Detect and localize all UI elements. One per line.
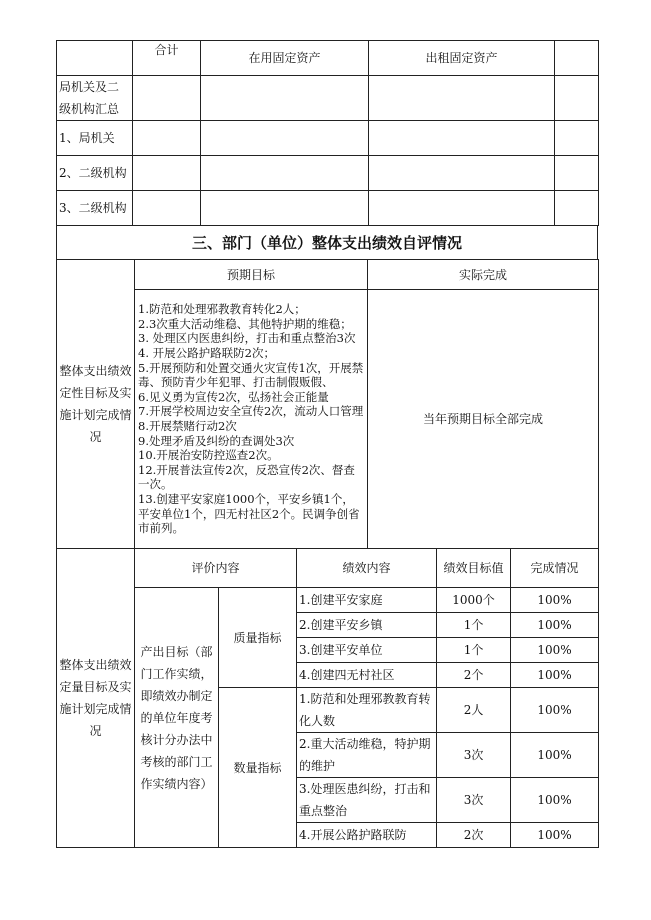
quality-indicator-label: 质量指标 [219, 588, 297, 688]
target-item: 5.开展预防和处置交通火灾宣传1次，开展禁毒、预防青少年犯罪、打击制假贩假、 [138, 360, 364, 390]
asset-cell [133, 156, 201, 191]
asset-row-label: 3、二级机构 [57, 191, 133, 226]
metric-completion: 100% [511, 778, 599, 823]
metric-target: 1000个 [437, 588, 511, 613]
asset-cell [369, 121, 555, 156]
header-performance: 绩效内容 [297, 549, 437, 588]
quantitative-row-label: 整体支出绩效定量目标及实施计划完成情况 [57, 549, 135, 848]
asset-row-label: 局机关及二级机构汇总 [57, 76, 133, 121]
asset-cell [555, 121, 599, 156]
asset-row-label: 1、局机关 [57, 121, 133, 156]
asset-header-cell [555, 41, 599, 76]
header-content: 评价内容 [135, 549, 297, 588]
metric-content: 3.创建平安单位 [297, 638, 437, 663]
header-completion: 完成情况 [511, 549, 599, 588]
asset-cell [201, 121, 369, 156]
target-item: 7.开展学校周边安全宣传2次，流动人口管理 [138, 404, 364, 419]
asset-header-total: 合计 [133, 41, 201, 76]
expected-header: 预期目标 [135, 260, 368, 290]
asset-cell [369, 156, 555, 191]
output-target-label: 产出目标（部门工作实绩，即绩效办制定的单位年度考核计分办法中考核的部门工作实绩内容） [135, 588, 219, 848]
asset-row [57, 121, 599, 156]
metric-content: 4.创建四无村社区 [297, 663, 437, 688]
metric-completion: 100% [511, 688, 599, 733]
quantitative-header-row [57, 549, 599, 588]
asset-cell [133, 76, 201, 121]
asset-row [57, 191, 599, 226]
metric-completion: 100% [511, 663, 599, 688]
target-item: 8.开展禁赌行动2次 [138, 419, 237, 433]
asset-cell [133, 121, 201, 156]
metric-completion: 100% [511, 823, 599, 848]
metric-target: 3次 [437, 733, 511, 778]
metric-content: 3.处理医患纠纷，打击和重点整治 [297, 778, 437, 823]
metric-completion: 100% [511, 588, 599, 613]
metric-content: 1.创建平安家庭 [297, 588, 437, 613]
header-target-value: 绩效目标值 [437, 549, 511, 588]
asset-cell [133, 191, 201, 226]
expected-targets-list [135, 290, 368, 549]
metric-completion: 100% [511, 638, 599, 663]
qualitative-table [56, 259, 599, 549]
asset-cell [201, 156, 369, 191]
metric-target: 2个 [437, 663, 511, 688]
asset-cell [369, 76, 555, 121]
asset-cell [555, 156, 599, 191]
qualitative-body-row [57, 290, 599, 549]
metric-target: 3次 [437, 778, 511, 823]
metric-content: 1.防范和处理邪教教育转化人数 [297, 688, 437, 733]
asset-header-cell [57, 41, 133, 76]
target-item: 9.处理矛盾及纠纷的查调处3次 [138, 433, 295, 448]
asset-row [57, 76, 599, 121]
target-item: 12.开展普法宣传2次，反恐宣传2次、督查一次。 [138, 462, 355, 492]
target-item: 4. 开展公路护路联防2次； [138, 346, 275, 361]
qualitative-header-row [57, 260, 599, 290]
asset-cell [555, 191, 599, 226]
asset-cell [201, 76, 369, 121]
metric-completion: 100% [511, 733, 599, 778]
metric-row [57, 588, 599, 613]
asset-header-row [57, 41, 599, 76]
metric-content: 2.创建平安乡镇 [297, 613, 437, 638]
target-item: 2.3次重大活动维稳、其他特护期的维稳； [138, 316, 352, 331]
actual-header: 实际完成 [368, 260, 599, 290]
asset-header-in-use: 在用固定资产 [201, 41, 369, 76]
target-item: 10.开展治安防控巡查2次。 [138, 448, 279, 463]
metric-content: 2.重大活动维稳，特护期的维护 [297, 733, 437, 778]
metric-target: 2次 [437, 823, 511, 848]
target-item: 3. 处理区内医患纠纷，打击和重点整治3次 [138, 331, 356, 346]
target-item: 13.创建平安家庭1000个，平安乡镇1个，平安单位1个，四无村社区2个。民调争创省市前列。 [138, 491, 360, 536]
asset-cell [555, 76, 599, 121]
asset-header-rented: 出租固定资产 [369, 41, 555, 76]
target-item: 6.见义勇为宣传2次，弘扬社会正能量 [138, 389, 329, 404]
quantitative-table [56, 548, 599, 848]
metric-target: 1个 [437, 638, 511, 663]
asset-row [57, 156, 599, 191]
qualitative-row-label: 整体支出绩效定性目标及实施计划完成情况 [57, 260, 135, 549]
section-title: 三、部门（单位）整体支出绩效自评情况 [57, 226, 598, 260]
asset-cell [369, 191, 555, 226]
asset-table [56, 40, 599, 226]
asset-cell [201, 191, 369, 226]
section-title-table [56, 225, 598, 260]
metric-target: 1个 [437, 613, 511, 638]
quantity-indicator-label: 数量指标 [219, 688, 297, 848]
metric-content: 4.开展公路护路联防 [297, 823, 437, 848]
asset-row-label: 2、二级机构 [57, 156, 133, 191]
target-item: 1.防范和处理邪教教育转化2人； [138, 302, 306, 317]
metric-target: 2人 [437, 688, 511, 733]
metric-completion: 100% [511, 613, 599, 638]
report-sheet [56, 40, 598, 848]
actual-result: 当年预期目标全部完成 [368, 290, 599, 549]
